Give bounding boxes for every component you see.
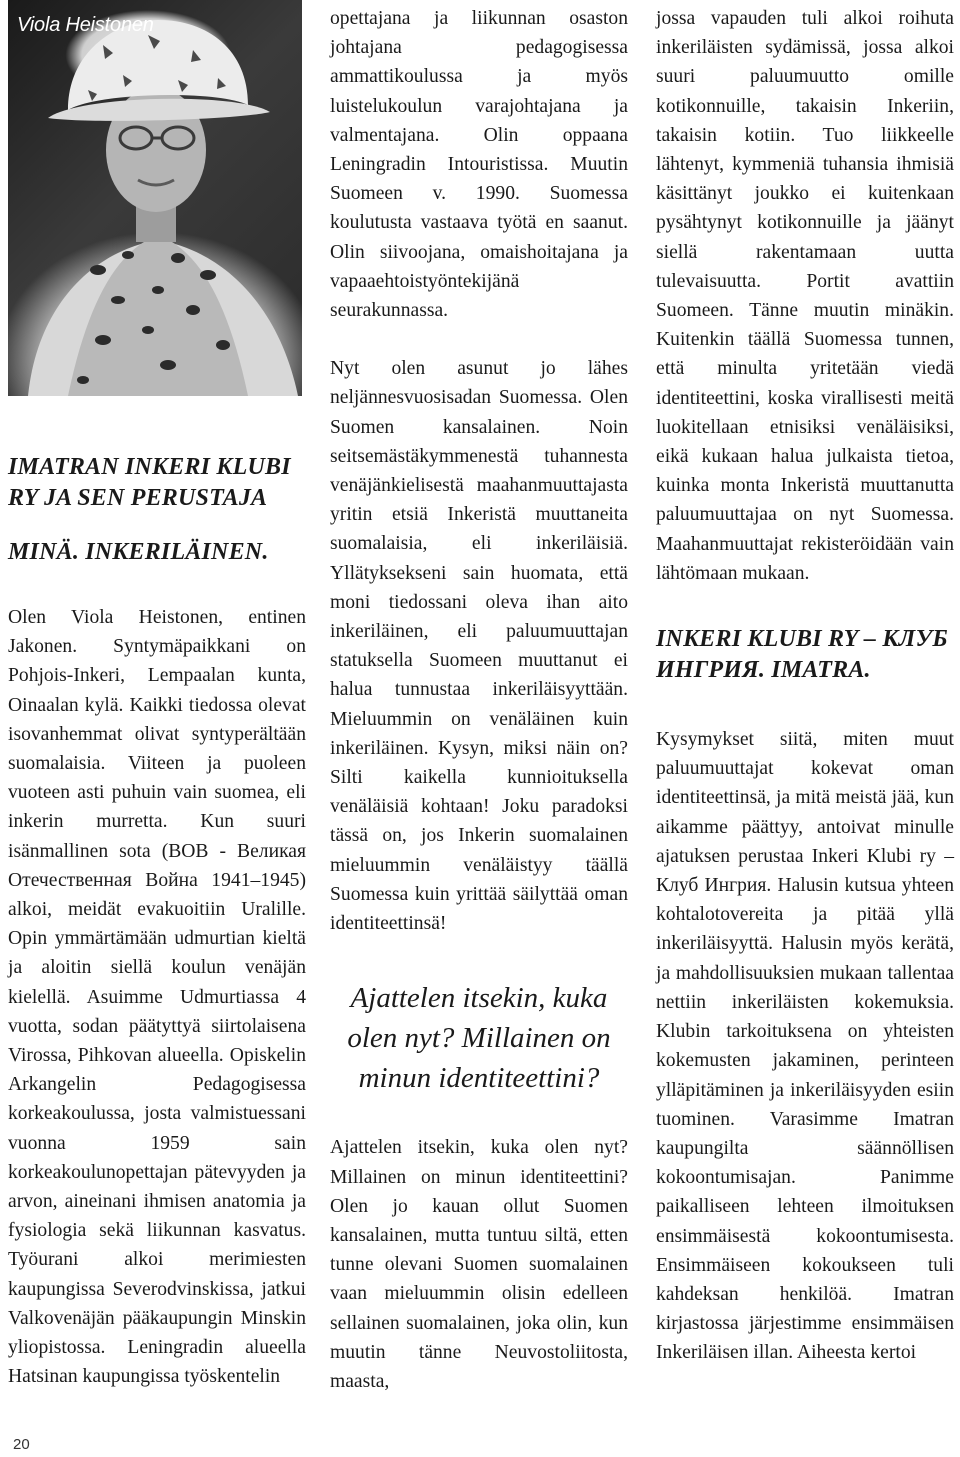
- body-paragraph: Nyt olen asunut jo lähes neljännesvuosisadan Suomessa. Olen Suomen kansalainen. Noin seitsemästäkymmenestä tuhannesta venäjänkielisestä maahanmuuttajasta yritin etsiä Inkeristä muuttaneita suomalaisia, eli inkeriläisiä. Yllätyksekseni sain huomata, että moni tiedossani oleva ihan aito inkeriläinen, eli paluumuuttajan statuksella Suomeen muuttanut ei halua tunnustaa inkeriläisyyttään. Mieluummin on venäläinen kuin inkeriläinen. Kysyn, miksi näin on? Silti kaikella kunnioituksella venäläisiä kohtaan! Joku paradoksi tässä on, jos Inkerin suomalainen mieluummin venäläistyy täällä Suomessa kuin yrittää säilyttää oman identiteettinsä!: [330, 358, 628, 935]
- page-number: 20: [13, 1436, 30, 1453]
- body-paragraph: Olen Viola Heistonen, entinen Jakonen. Syntymäpaikkani on Pohjois-Inkeri, Lempaalan kunta, Oinaalan kylä. Kaikki tiedossa olevat isovanhemmat olivat syntyperältään suomalaisia. Viiteen ja puoleen vuoteen asti puhuin vain suomea, eli inkerin murretta. Kun suuri isänmallinen sota (ВОВ - Великая Отечественная Война 1941–1945) alkoi, meidät evakuoitiin Uralille. Opin ymmärtämään udmurtian kieltä ja aloitin siellä koulun venäjän kielellä. Asuimme Udmurtiassa 4 vuotta, sodan päätyttyä siirtolaisena Virossa, Pihkovan alueella. Opiskelin Arkangelin Pedagogisessa korkeakoulussa, josta valmistuessani vuonna 1959 sain korkeakoulunopettajan pätevyyden ja arvon, aineinani ihmisen anatomia ja fysiologia sekä liikunnan kasvatus. Työurani alkoi merimiesten kaupungissa Severodvinskissa, jatkui Valkovenäjän pääkaupungin Minskin yliopistossa. Leningradin alueella Hatsinan kaupungissa työskentelin: [8, 607, 306, 1388]
- body-paragraph: jossa vapauden tuli alkoi roihuta inkeriläisten sydämissä, jossa alkoi suuri paluumuutto omille kotikonnuille, takaisin Inkeriin, takaisin kotiin. Tuo liikkeelle lähtenyt, kymmeniä tuhansia ihmisiä käsittänyt joukko ei kuitenkaan pysähtynyt kotikonnuille ja jäänyt siellä rakentamaan uutta tulevaisuutta. Portit avattiin Suomeen. Tänne muutin minäkin. Kuitenkin täällä Suomessa tunnen, että minulta yritetään viedä identiteettini, koska virallisesti meitä luokitellaan etnisiksi venäläisiksi, eikä kukaan halua julkaista tietoa, kuinka monta Inkeristä muuttanutta paluumuuttajaa on nyt Suomessa. Maahanmuuttajat rekisteröidään vain lähtömaan mukaan.: [656, 8, 954, 584]
- section-heading-mina-inkerilainen: MINÄ. INKERILÄINEN.: [8, 539, 269, 565]
- pull-quote: Ajattelen itsekin, kuka olen nyt? Millainen on minun identiteettini?: [347, 982, 611, 1095]
- portrait-photo: [8, 0, 302, 396]
- column-2: [330, 4, 628, 1396]
- column-3: [656, 4, 954, 1368]
- article-title: IMATRAN INKERI KLUBI RY JA SEN PERUSTAJA: [8, 454, 291, 511]
- section-heading-inkeri-klubi: INKERI KLUBI RY – КЛУБ ИНГРИЯ. IMATRA.: [656, 626, 948, 684]
- photo-caption: Viola Heistonen: [17, 14, 154, 36]
- column-1: [8, 0, 306, 1391]
- body-paragraph: Ajattelen itsekin, kuka olen nyt? Millainen on minun identiteettini? Olen jo kauan ollut Suomen kansalainen, mutta tuntuu siltä, etten tunne olevani Suomen suomalainen vaan mieluummin olisin edelleen sellainen suomalainen, joka olin, kun muutin tänne Neuvostoliitosta, maasta,: [330, 1137, 628, 1392]
- body-paragraph: Kysymykset siitä, miten muut paluumuuttajat kokevat oman identiteettinsä, ja mitä meistä jää, kun aikamme päättyy, antoivat minulle ajatuksen perustaa Inkeri Klubi ry – Клуб Ингрия. Halusin kutsua yhteen kohtalotovereita ja pitää yllä inkeriläisyyttä. Halusin myös kerätä, ja mahdollisuuksien mukaan tallentaa nettiin inkeriläisten kokemuksia. Klubin tarkoituksena on yhteisten kokemusten jakaminen, perinteen ylläpitäminen ja inkeriläisyyden esiin tuominen. Varasimme Imatran kaupungilta säännöllisen kokoontumisajan. Panimme paikalliseen lehteen ilmoituksen ensimmäisestä kokoontumisesta. Ensimmäiseen kokoukseen tuli kahdeksan henkilöä. Imatran kirjastossa järjestimme ensimmäisen Inkeriläisen illan. Aiheesta kertoi: [656, 729, 954, 1364]
- portrait-illustration: [8, 0, 302, 396]
- body-paragraph: opettajana ja liikunnan osaston johtajana pedagogisessa ammattikoulussa ja myös luistelukoulun varajohtajana ja valmentajana. Olin oppaana Leningradin Intouristissa. Muutin Suomeen v. 1990. Suomessa koulutusta vastaava työtä en saanut. Olin siivoojana, omaishoitajana ja vapaaehtoistyöntekijänä seurakunnassa.: [330, 8, 628, 322]
